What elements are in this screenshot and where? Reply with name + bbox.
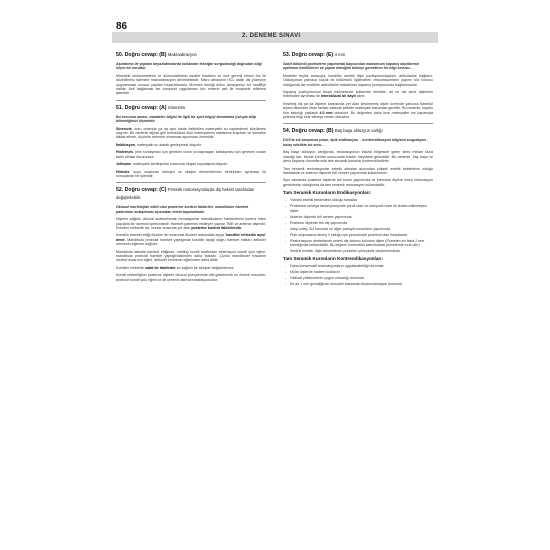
answer-51-heading: 51. Doğru cevap: (A) Sinerezis — [116, 104, 186, 111]
answer-52-heading: 52. Doğru cevap: (C) Protetik restorasyonlarda diş hekimi tarafından değiştirilebilir. — [116, 187, 255, 201]
list-item: - Inley-onley, 3/4 kuronlar ve diğer parsiyel kuronların yapımında — [283, 227, 433, 231]
list-item: - Sentrik kontak, dişle desteklenen porselen yüzeyinde oluşturulmalıdır — [283, 249, 433, 253]
answer-53 — [283, 51, 433, 119]
answer-54 — [283, 123, 433, 286]
list-item: - Plak oluşmasına direnç li olduğu için periodontal problemi olan hastalarda — [283, 233, 433, 237]
list-item: - Daha konservatif restorasyonların uygulanabildiği durumlar — [283, 264, 433, 268]
list-item: - Posterior dişlerde tek diş yapımında — [283, 221, 433, 225]
contraindications-list — [283, 264, 433, 286]
list-item: - En az 1 mm genişliğinde shoulder basamak oluşturulamayan durumlar — [283, 282, 433, 286]
answer-52-para: Mandibula laterale hareket ettiğinde; orbiting kondil taraftırdan ekstrüzyon kondil yolu eğimi, mandibula protrusif hareket yaptığındakinden daha fazladır. Çünkü mandibuler fossanın medial duvarının eğimi, artikuler eminenin eğiminden daha diktir. — [116, 249, 266, 263]
left-column — [116, 51, 266, 286]
answer-54-heading: 54. Doğru cevap: (B) Baş başa oklüzyon varlığı — [283, 128, 383, 135]
answer-52-para: Kondiler rehberlik sabit bir faktördür ve sağlıklı bir bireyde değiştirilemez. — [116, 265, 235, 270]
answer-51 — [116, 100, 266, 178]
list-item: - Restorasyonu desteklecek yeterli diş dokusu bulunan dişler (Porselen en fazla 2 mm kalınlığında kullanılabilir. Bu değerin üzerindeki kalınlıklarda porselende kırık olur) — [283, 239, 433, 248]
answer-51-para: Histerezis, jelin sıvılaşması için gereken ısının sıvılaşmayan katılaşması için gereken ısıdan farklı olması durumudur. — [116, 150, 266, 159]
answer-54-para: Tam seramik restorasyonlar estetik olmaları açısından yüksek estetik beklentinin olduğu hastalarda ve anterior dişlerde full veneer yapımında kullanılanılır. — [283, 166, 433, 175]
answer-51-lead: Bu sorunun amacı, maddeler bilgisi ile ilgili bir spot bilgiyi tanımlama yoluyla bilip bilmediğinizi ölçmektir. — [116, 114, 256, 124]
list-item: - Oklüzal yüklenmenin uygun olmadığı durumlar — [283, 276, 433, 280]
answer-51-para: Hidroliz, suyu oluşturan hidrojen ve oksijen elementlerinin birbirinden ayrılması ile sonuçlanan bir işlemdir. — [116, 169, 266, 178]
answer-52-lead: Okluzal morfolojide etkili olan posterior kontrol faktörleri, mandibuler hareket paterninin anlaşılması açısından önem taşımaktadır. — [116, 205, 249, 214]
list-item: - Anterior dişlerde full veneer yapımında — [283, 215, 433, 219]
answer-50-heading: 50. Doğru cevap: (B) Makroabrazyon — [116, 52, 197, 58]
answer-50 — [116, 51, 266, 96]
answer-53-para: Modeller teşhis amacıyla, kondiller sentrik ilişki pozisyonundayken, artikülatöre bağlanır. Oklüzyonun yalnızca küçük bir bölümünü ilgilendiren restorasyonların yapımı söz konusu olduğunda ise modeller artikülatöre maksimum kapanış pozisyonunda bağlanmalıdır. — [283, 73, 433, 87]
answer-54-para: Baş başa oklüzyon varlığında, restorasyonun insizal bölgesine gelen stres miktarı fazla olacağı için, ileride kırılma sonucunda fraktür meydana gelecektir. Bu nedenle, baş başa ve derin kapanış durumlarında tam seramik kuronlar kontrendikedirler. — [283, 150, 433, 164]
list-item: - Proksimal ve/veya fasial yüzeyinde çürük olan ve kompozit rezin ile tedavi edilemeyen dişler — [283, 204, 433, 213]
answer-52-para: Kondil rehberliğinin posterior dişlerin okluzal yüzeylerinde etki gösterecek en önemli unsurları; protrusif kondil yolu eğimi ve alt çenenin lateral translasyonudur. — [116, 273, 266, 282]
answer-51-para: İmbibisyon, materyalin su alarak genleşmesi olayıdır. — [116, 142, 202, 147]
answer-52-para: Kondilin hareket ettiği düzlem ile horizontal düzlem arasındaki açıya 'kondiler rehberlik açısı' denir. Mandibula protrusif hareket yaptığında kondilin aşağı doğru hareket miktarı artikuler eminenin eğimine bağlıdır. — [116, 233, 266, 247]
answer-54-para: Aynı zamanda posterior dişlerde tek kuron yapımında ve premolar dişlere onley restorasyon gerekiminin olduğunda da tam seramik restorasyon kullanılabilir. — [283, 178, 433, 187]
indications-heading: Tam Seramik Kuronların Endikasyonları: — [283, 190, 372, 196]
right-column — [283, 51, 433, 291]
answer-51-para: Jelleşme, materyalin sertleşmesi sırasında oluşan koyulaşma olayıdır. — [116, 162, 229, 167]
answer-52-para: Dişlerin sağlıklı okluzal anatomisinde formasyonlar mandibulanın hareketlerini kontrol eden yapılarla bir harmoni içerisindedir. Hareket paternini etkileyen yapılar TME ve anterior dişlerdir. Kondiler rehberlik ise, bunlar arasında yer alan posterior kontrol faktörleridir. — [116, 217, 266, 230]
answer-52 — [116, 182, 266, 282]
section-title: 2. DENEME SINAVI — [242, 33, 301, 39]
answer-50-lead: Aşındırma ile yapılan beyazlatmalarda kullanılan tekniğin sorgulandığı doğrudan bilgi ölçen bir sorudur. — [116, 62, 262, 71]
answer-54-lead: DUS'ta sık karşımıza çıkan, tipik endikasyon – kontrendikasyon bilgisini sorgulayan , kolay nitelikte bir soru... — [283, 138, 428, 147]
answer-50-text: Minedeki renklenmelerin ve düzensizliklerin asidtör maddesi ve ince gerenli etmez fırz ile düzeltilmesi işlemine makroabrazyon denilmektedir. Mikro abrazyon HCL asitin diş yüzeyine uygulanması sonucu yapılan beyazlatmadır. Mcinnes tekniği mikro abrazyonun bir modifiye halidir. Asit dağlaması ise kompozit uygulaması için minerin asit ile muamele edilmesi işlemidir. — [116, 73, 266, 96]
list-item: - Yüksek estetik beklentinin olduğu hastalar — [283, 198, 433, 202]
answer-53-para: Kesilmiş diş ya da dişlerin karşısında yer alan kesilmemiş dişler üzerinde yalnızca tüberkül tepesi dikenden biraz fazlası kalacak şekilde materyale basılması gereklir. Bu nedenle, kaydın tüm kalınlığı yaklaşık 4.0 mm olmalıdır. Bu değerden daha ince materyaller ise kapanışta yetersiz bilgi elde etmeye neden olacaktır. — [283, 101, 433, 120]
answer-53-lead: Sabit bölümlü protezlerin yapımında başvurulan maksimum kapanış kayıtlarının optimum özelliklerini ve yapım tekniğini bilmeyi gerektiren bir bilgi sorusu... — [283, 62, 420, 71]
list-item: - Molar dişlerde nadiren kullanılır — [283, 270, 433, 274]
page-number: 86 — [116, 21, 128, 32]
answer-53-para: Kapanış pozisyonunun tespit edilmesinde kullanılan teknikte; alt ve üst çene dişlerinin birbirinden ayrılması ile interoklüzal bir kayıt alınır. — [283, 90, 433, 99]
contraindications-heading: Tam Seramik Kuronların Kontrendikasyonları: — [283, 256, 383, 262]
indications-list — [283, 198, 433, 253]
section-header-bar — [112, 32, 438, 43]
answer-51-para: Sinerezis, kuru ortamda ya da açık halde bekletilen materyalin su kaybederek büzülmesi olayıdır. Bu nedenle aljinat gibi hidrokolloid ölçü materyallerin saklanma koşulları ve süresine dikkat etmek, ölçünün deforme olmaması açısından önemlidir. — [116, 126, 266, 140]
answer-53-heading: 53. Doğru cevap: (E) 4 mm — [283, 52, 346, 58]
